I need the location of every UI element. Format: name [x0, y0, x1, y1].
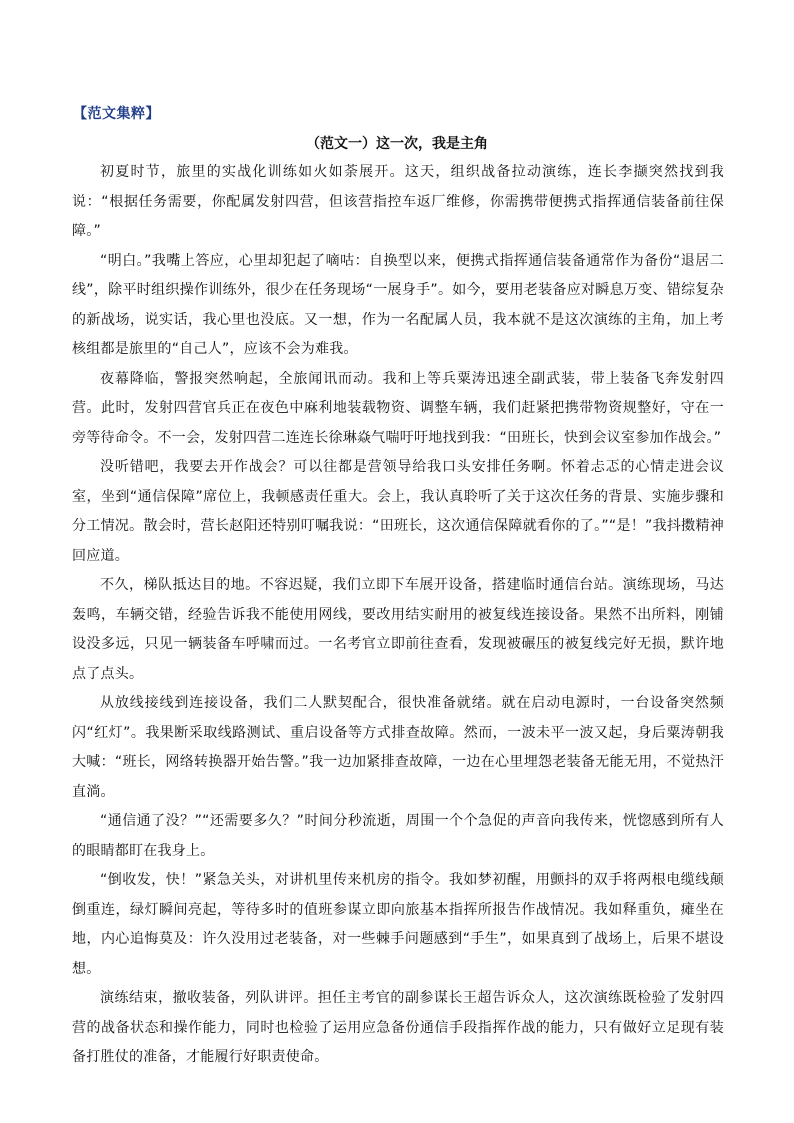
section-label: 【范文集粹】: [73, 106, 160, 122]
paragraph: 初夏时节，旅里的实战化训练如火如荼展开。这天，组织战备拉动演练，连长李撷突然找到我说：“根据任务需要，你配属发射四营，但该营指控车返厂维修，你需携带便携式指挥通信装备前往保障。”: [72, 164, 724, 239]
article-body: [72, 158, 724, 1073]
paragraph: 从放线接线到连接设备，我们二人默契配合，很快准备就绪。就在启动电源时，一台设备突然频闪“红灯”。我果断采取线路测试、重启设备等方式排查故障。然而，一波未平一波又起，身后粟涛朝我大喊：“班长，网络转换器开始告警。”我一边加紧排查故障，一边在心里埋怨老装备无能无用，不觉热汗直淌。: [72, 695, 724, 800]
paragraph: 没听错吧，我要去开作战会？可以往都是营领导给我口头安排任务啊。怀着忐忑的心情走进会议室，坐到“通信保障”席位上，我顿感责任重大。会上，我认真聆听了关于这次任务的背景、实施步骤和分工情况。散会时，营长赵阳还特别叮嘱我说：“田班长，这次通信保障就看你的了。”“是！”我抖擞精神回应道。: [72, 459, 724, 564]
paragraph: “倒收发，快！”紧急关头，对讲机里传来机房的指令。我如梦初醒，用颤抖的双手将两根电缆线颠倒重连，绿灯瞬间亮起，等待多时的值班参谋立即向旅基本指挥所报告作战情况。我如释重负，瘫坐在地，内心追悔莫及：许久没用过老装备，对一些棘手问题感到“手生”，如果真到了战场上，后果不堪设想。: [72, 872, 724, 977]
paragraph: 演练结束，撤收装备，列队讲评。担任主考官的副参谋长王超告诉众人，这次演练既检验了发射四营的战备状态和操作能力，同时也检验了运用应急备份通信手段指挥作战的能力，只有做好立足现有装备打胜仗的准备，才能履行好职责使命。: [72, 990, 724, 1065]
article-title: （范文一）这一次，我是主角: [306, 136, 488, 152]
paragraph: 不久，梯队抵达目的地。不容迟疑，我们立即下车展开设备，搭建临时通信台站。演练现场，马达轰鸣，车辆交错，经验告诉我不能使用网线，要改用结实耐用的被复线连接设备。果然不出所料，刚铺设没多远，只见一辆装备车呼啸而过。一名考官立即前往查看，发现被碾压的被复线完好无损，默许地点了点头。: [72, 577, 724, 682]
paragraph: “明白。”我嘴上答应，心里却犯起了嘀咕：自换型以来，便携式指挥通信装备通常作为备份“退居二线”，除平时组织操作训练外，很少在任务现场“一展身手”。如今，要用老装备应对瞬息万变、错综复杂的新战场，说实话，我心里也没底。又一想，作为一名配属人员，我本就不是这次演练的主角，加上考核组都是旅里的“自己人”，应该不会为难我。: [72, 252, 724, 357]
paragraph: 夜幕降临，警报突然响起，全旅闻讯而动。我和上等兵粟涛迅速全副武装，带上装备飞奔发射四营。此时，发射四营官兵正在夜色中麻利地装载物资、调整车辆，我们赶紧把携带物资规整好，守在一旁等待命令。不一会，发射四营二连连长徐琳焱气喘吁吁地找到我：“田班长，快到会议室参加作战会。”: [72, 370, 724, 446]
paragraph: “通信通了没？”“还需要多久？”时间分秒流逝，周围一个个急促的声音向我传来，恍惚感到所有人的眼睛都盯在我身上。: [72, 813, 724, 859]
